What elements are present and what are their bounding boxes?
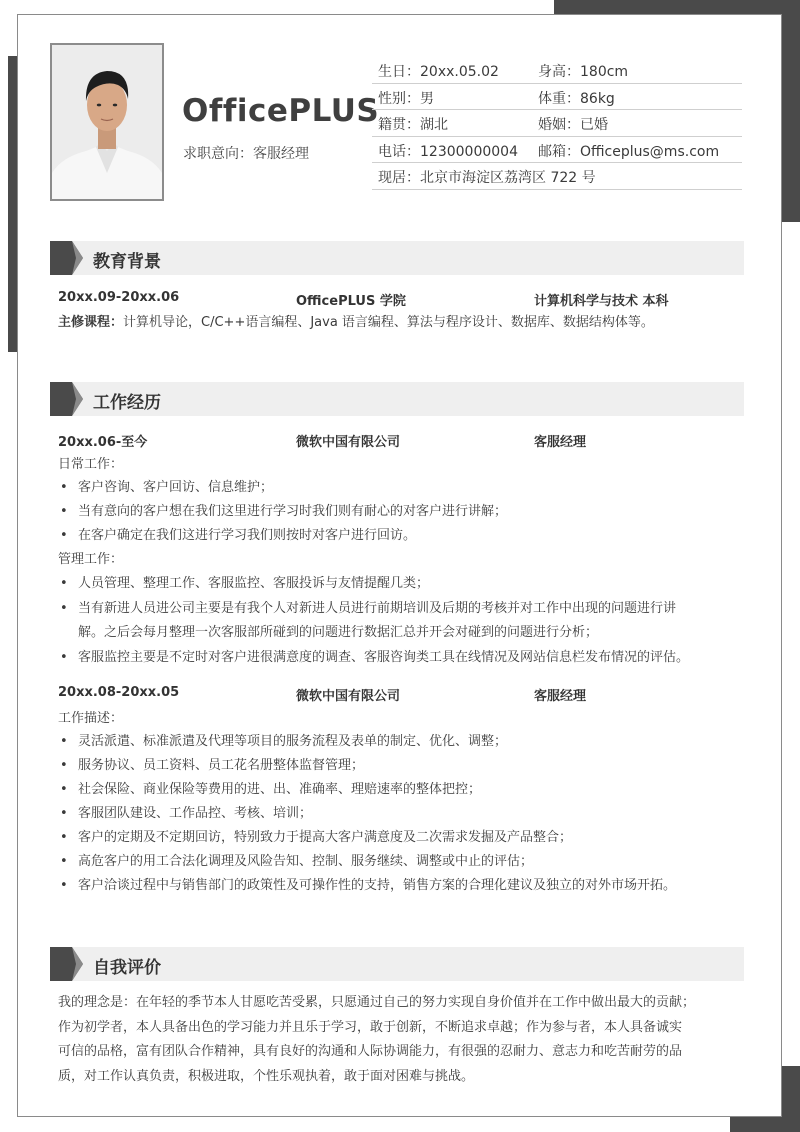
info-email: 邮箱：Officeplus@ms.com	[538, 143, 720, 160]
info-marital: 婚姻：已婚	[538, 117, 608, 134]
list-item: • 客户洽谈过程中与销售部门的政策性及可操作性的支持，销售方案的合理化建议及独立的对外市场开拓。	[60, 878, 677, 893]
paragraph-line: 我的理念是：在年轻的季节本人甘愿吃苦受累，只愿通过自己的努力实现自身价值并在工作中做出最大的贡献；	[58, 995, 696, 1010]
section-header-education	[50, 241, 744, 275]
side-bar-right	[782, 0, 800, 222]
list-item: • 当有新进人员进公司主要是有我个人对新进人员进行前期培训及后期的考核并对工作中出现的问题进行讲	[60, 601, 677, 616]
self-evaluation-text	[58, 991, 748, 1089]
list-item: • 高危客户的用工合法化调理及风险告知、控制、服务继续、调整或中止的评估；	[60, 854, 534, 869]
education-courses	[58, 313, 748, 333]
list-item: • 社会保险、商业保险等费用的进、出、准确率、理赔速率的整体把控；	[60, 782, 482, 797]
section-tab-icon	[50, 382, 83, 416]
work-group-label: 日常工作：	[58, 457, 124, 472]
info-row	[372, 57, 742, 84]
job-company: 微软中国有限公司	[296, 435, 401, 450]
corner-bar-top-right	[554, 0, 800, 14]
list-item: • 当有意向的客户想在我们这里进行学习时我们则有耐心的对客户进行讲解；	[60, 504, 508, 519]
job-period: 20xx.08-20xx.05	[58, 685, 180, 700]
section-header-work	[50, 382, 744, 416]
work-group-label: 工作描述：	[58, 711, 124, 726]
education-period: 20xx.09-20xx.06	[58, 290, 180, 305]
info-birthday: 生日：20xx.05.02	[378, 64, 499, 80]
paragraph-line: 作为初学者，本人具备出色的学习能力并且乐于学习，敢于创新，不断追求卓越；作为参与者，本人具备诚实	[58, 1019, 683, 1035]
section-tab-icon	[50, 241, 83, 275]
candidate-name: OfficePLUS	[182, 93, 380, 129]
job-role: 客服经理	[534, 689, 587, 704]
info-gender: 性别：男	[378, 90, 434, 107]
list-item: • 灵活派遣、标准派遣及代理等项目的服务流程及表单的制定、优化、调整；	[60, 734, 508, 749]
list-item: • 客服团队建设、工作品控、考核、培训；	[60, 806, 313, 821]
job-period: 20xx.06-至今	[58, 435, 148, 450]
section-title: 教育背景	[93, 252, 161, 272]
section-tab-icon	[50, 947, 83, 981]
info-height: 身高：180cm	[538, 64, 629, 80]
side-bar-left	[8, 56, 17, 352]
info-row	[372, 137, 742, 164]
education-entry	[58, 290, 748, 310]
list-item: • 客户咨询、客户回访、信息维护；	[60, 480, 274, 495]
education-school: OfficePLUS 学院	[296, 294, 406, 309]
section-header-self-evaluation	[50, 947, 744, 981]
job-role: 客服经理	[534, 435, 587, 450]
section-title: 工作经历	[93, 393, 161, 413]
info-phone: 电话：12300000004	[378, 143, 518, 160]
profile-photo	[50, 43, 164, 201]
info-row	[372, 163, 742, 190]
courses-text: 计算机导论，C/C++语言编程、Java 语言编程、算法与程序设计、数据库、数据结构体等。	[123, 315, 654, 330]
corner-bar-bottom-right-horizontal	[730, 1117, 800, 1132]
list-item: • 客户的定期及不定期回访，特别致力于提高大客户满意度及二次需求发掘及产品整合；	[60, 830, 573, 845]
personal-info-table	[372, 57, 742, 190]
info-weight: 体重：86kg	[538, 90, 615, 107]
list-item: • 在客户确定在我们这进行学习我们则按时对客户进行回访。	[60, 528, 417, 543]
job-intent: 求职意向：客服经理	[183, 146, 309, 162]
job-company: 微软中国有限公司	[296, 689, 401, 704]
info-row	[372, 110, 742, 137]
section-title: 自我评价	[93, 958, 161, 978]
paragraph-line: 可信的品格，富有团队合作精神，具有良好的沟通和人际协调能力，有很强的忍耐力、意志力和吃苦耐劳的品	[58, 1044, 683, 1059]
paragraph-line: 质，对工作认真负责，积极进取，个性乐观执着，敢于面对困难与挑战。	[58, 1068, 475, 1084]
list-item: • 客服监控主要是不定时对客户进很满意度的调查、客服咨询类工具在线情况及网站信息栏发布情况的评估。	[60, 650, 690, 665]
work-group-label: 管理工作：	[58, 552, 124, 567]
list-item: • 人员管理、整理工作、客服监控、客服投诉与友情提醒几类；	[60, 576, 430, 591]
info-row	[372, 84, 742, 111]
job-entry-2	[58, 685, 748, 705]
portrait-illustration	[52, 45, 162, 199]
info-hometown: 籍贯：湖北	[378, 117, 448, 134]
courses-label: 主修课程：	[58, 315, 124, 330]
list-item: • 服务协议、员工资料、员工花名册整体监督管理；	[60, 758, 365, 773]
list-item-continuation: 解。之后会每月整理一次客服部所碰到的问题进行数据汇总并开会对碰到的问题进行分析；	[78, 625, 599, 640]
info-address: 现居：北京市海淀区荔湾区 722 号	[378, 170, 596, 187]
education-major: 计算机科学与技术 本科	[534, 294, 669, 309]
job-entry-1	[58, 431, 748, 451]
